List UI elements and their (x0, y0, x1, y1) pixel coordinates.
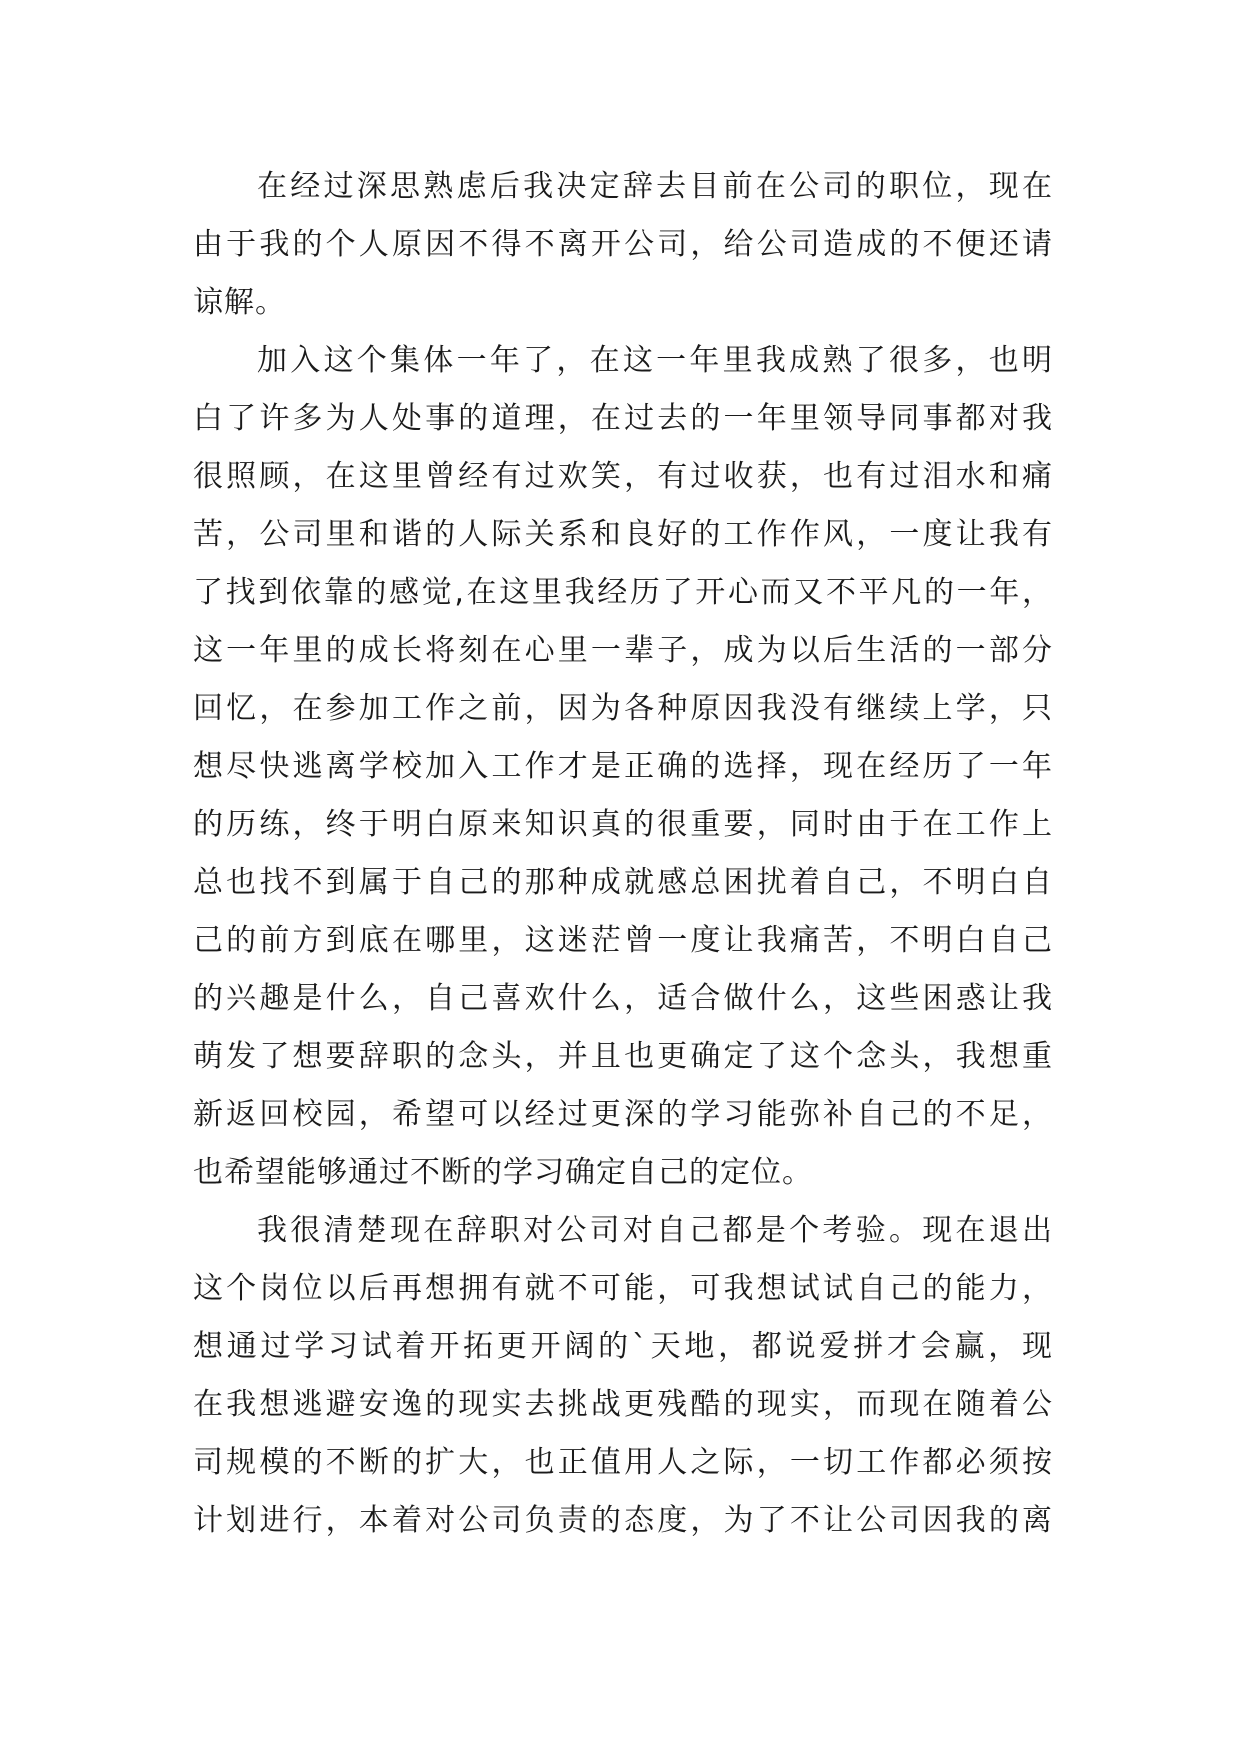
text-line: 白了许多为人处事的道理，在过去的一年里领导同事都对我 (193, 401, 1053, 436)
document-body (193, 158, 1053, 1550)
text-line: 的兴趣是什么，自己喜欢什么，适合做什么，这些困惑让我 (193, 981, 1053, 1016)
paragraph-2 (193, 332, 1053, 1202)
text-line: 想通过学习试着开拓更开阔的`天地，都说爱拼才会赢，现 (193, 1329, 1053, 1364)
paragraph-1 (193, 158, 1053, 332)
text-line: 萌发了想要辞职的念头，并且也更确定了这个念头，我想重 (193, 1039, 1053, 1074)
text-line: 谅解。 (193, 285, 286, 320)
text-line: 了找到依靠的感觉,在这里我经历了开心而又不平凡的一年， (193, 575, 1053, 610)
text-line: 很照顾，在这里曾经有过欢笑，有过收获，也有过泪水和痛 (193, 459, 1053, 494)
text-line: 新返回校园，希望可以经过更深的学习能弥补自己的不足， (193, 1097, 1053, 1132)
text-line: 我很清楚现在辞职对公司对自己都是个考验。现在退出 (257, 1213, 1053, 1248)
paragraph-3 (193, 1202, 1053, 1550)
text-line: 由于我的个人原因不得不离开公司，给公司造成的不便还请 (193, 227, 1053, 262)
text-line: 苦，公司里和谐的人际关系和良好的工作作风，一度让我有 (193, 517, 1053, 552)
text-line: 回忆，在参加工作之前，因为各种原因我没有继续上学，只 (193, 691, 1053, 726)
text-line: 的历练，终于明白原来知识真的很重要，同时由于在工作上 (193, 807, 1053, 842)
text-line: 加入这个集体一年了，在这一年里我成熟了很多，也明 (257, 343, 1053, 378)
text-line: 这一年里的成长将刻在心里一辈子，成为以后生活的一部分 (193, 633, 1053, 668)
text-line: 也希望能够通过不断的学习确定自己的定位。 (193, 1155, 813, 1190)
text-line: 总也找不到属于自己的那种成就感总困扰着自己，不明白自 (193, 865, 1053, 900)
text-line: 在经过深思熟虑后我决定辞去目前在公司的职位，现在 (257, 169, 1053, 204)
text-line: 计划进行，本着对公司负责的态度，为了不让公司因我的离 (193, 1503, 1053, 1538)
text-line: 己的前方到底在哪里，这迷茫曾一度让我痛苦，不明白自己 (193, 923, 1053, 958)
text-line: 想尽快逃离学校加入工作才是正确的选择，现在经历了一年 (193, 749, 1053, 784)
text-line: 在我想逃避安逸的现实去挑战更残酷的现实，而现在随着公 (193, 1387, 1053, 1422)
text-line: 司规模的不断的扩大，也正值用人之际，一切工作都必须按 (193, 1445, 1053, 1480)
text-line: 这个岗位以后再想拥有就不可能，可我想试试自己的能力， (193, 1271, 1053, 1306)
